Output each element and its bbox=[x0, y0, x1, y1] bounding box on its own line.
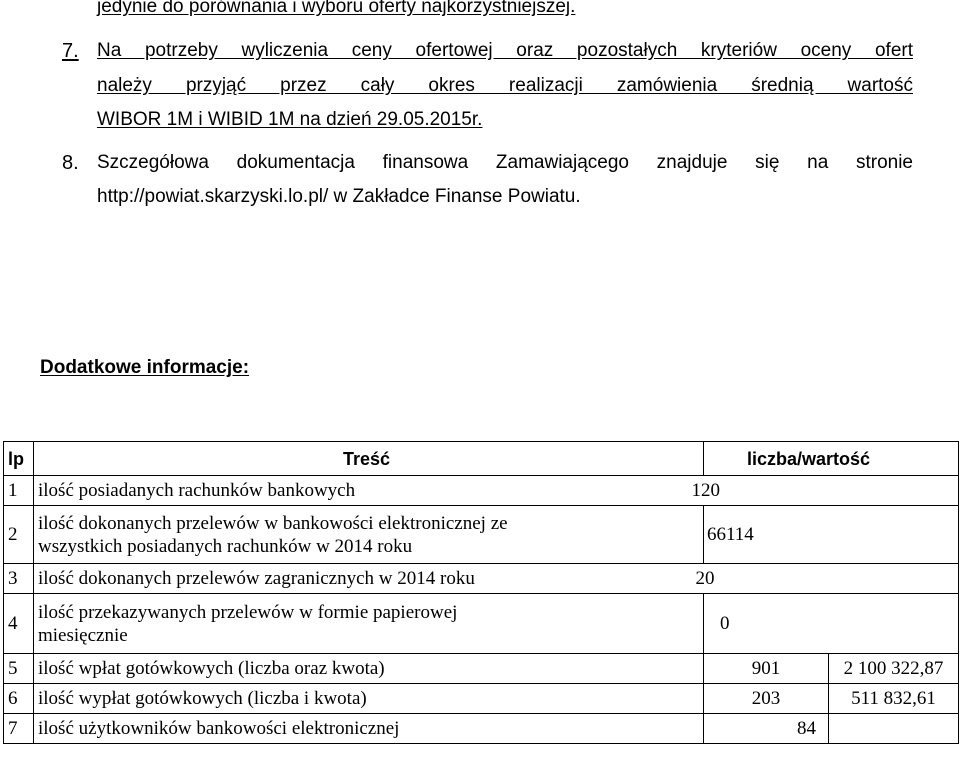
row-text: ilość wypłat gotówkowych (liczba i kwota) bbox=[34, 684, 704, 714]
row-text bbox=[34, 594, 704, 654]
table-row bbox=[4, 564, 959, 594]
table-row bbox=[4, 684, 959, 714]
row-count: 901 bbox=[704, 654, 829, 684]
row-lp: 4 bbox=[4, 594, 34, 654]
point-8-number: 8. bbox=[62, 152, 79, 174]
row-value: 66114 bbox=[704, 506, 959, 564]
section-title: Dodatkowe informacje: bbox=[40, 357, 250, 378]
table-header-row bbox=[4, 442, 959, 476]
row-lp: 2 bbox=[4, 506, 34, 564]
row-empty-cell bbox=[829, 714, 959, 744]
info-table bbox=[3, 441, 959, 744]
row-lp: 5 bbox=[4, 654, 34, 684]
row-text: ilość użytkowników bankowości elektronicznej bbox=[34, 714, 704, 744]
point-7-line-2: należy przyjąć przez cały okres realizacji zamówienia średnią wartość bbox=[97, 75, 913, 96]
row-text: ilość dokonanych przelewów zagranicznych w 2014 roku bbox=[34, 564, 704, 594]
header-content: Treść bbox=[34, 442, 704, 476]
row-text-line-1: ilość przekazywanych przelewów w formie papierowej bbox=[38, 601, 458, 623]
row-value: 20 bbox=[704, 564, 959, 594]
row-lp: 3 bbox=[4, 564, 34, 594]
row-text: ilość posiadanych rachunków bankowych bbox=[34, 476, 704, 506]
row-amount: 2 100 322,87 bbox=[829, 654, 959, 684]
row-text-line-2: miesięcznie bbox=[38, 624, 128, 646]
table-row bbox=[4, 594, 959, 654]
point-7-line-1: Na potrzeby wyliczenia ceny ofertowej oraz pozostałych kryteriów oceny ofert bbox=[97, 40, 913, 61]
row-value: 120 bbox=[704, 476, 959, 506]
header-lp: lp bbox=[4, 442, 34, 476]
row-amount: 511 832,61 bbox=[829, 684, 959, 714]
header-value: liczba/wartość bbox=[704, 442, 959, 476]
table-row bbox=[4, 476, 959, 506]
row-lp: 7 bbox=[4, 714, 34, 744]
row-text bbox=[34, 506, 704, 564]
point-8-line-1: Szczegółowa dokumentacja finansowa Zamawiającego znajduje się na stronie bbox=[97, 152, 913, 173]
point-7-number: 7. bbox=[62, 40, 79, 62]
table-row bbox=[4, 506, 959, 564]
row-count: 203 bbox=[704, 684, 829, 714]
row-lp: 1 bbox=[4, 476, 34, 506]
row-value: 0 bbox=[704, 594, 959, 654]
point-7-line-3: WIBOR 1M i WIBID 1M na dzień 29.05.2015r. bbox=[97, 109, 483, 130]
row-text: ilość wpłat gotówkowych (liczba oraz kwota) bbox=[34, 654, 704, 684]
row-value: 84 bbox=[704, 714, 829, 744]
row-lp: 6 bbox=[4, 684, 34, 714]
row-text-line-2: wszystkich posiadanych rachunków w 2014 roku bbox=[38, 535, 413, 557]
intro-text: jedynie do porównania i wyboru oferty najkorzystniejszej. bbox=[97, 0, 576, 17]
row-text-line-1: ilość dokonanych przelewów w bankowości elektronicznej ze bbox=[38, 512, 508, 534]
point-8-line-2: http://powiat.skarzyski.lo.pl/ w Zakładce Finanse Powiatu. bbox=[97, 186, 581, 207]
table-row bbox=[4, 714, 959, 744]
table-row bbox=[4, 654, 959, 684]
